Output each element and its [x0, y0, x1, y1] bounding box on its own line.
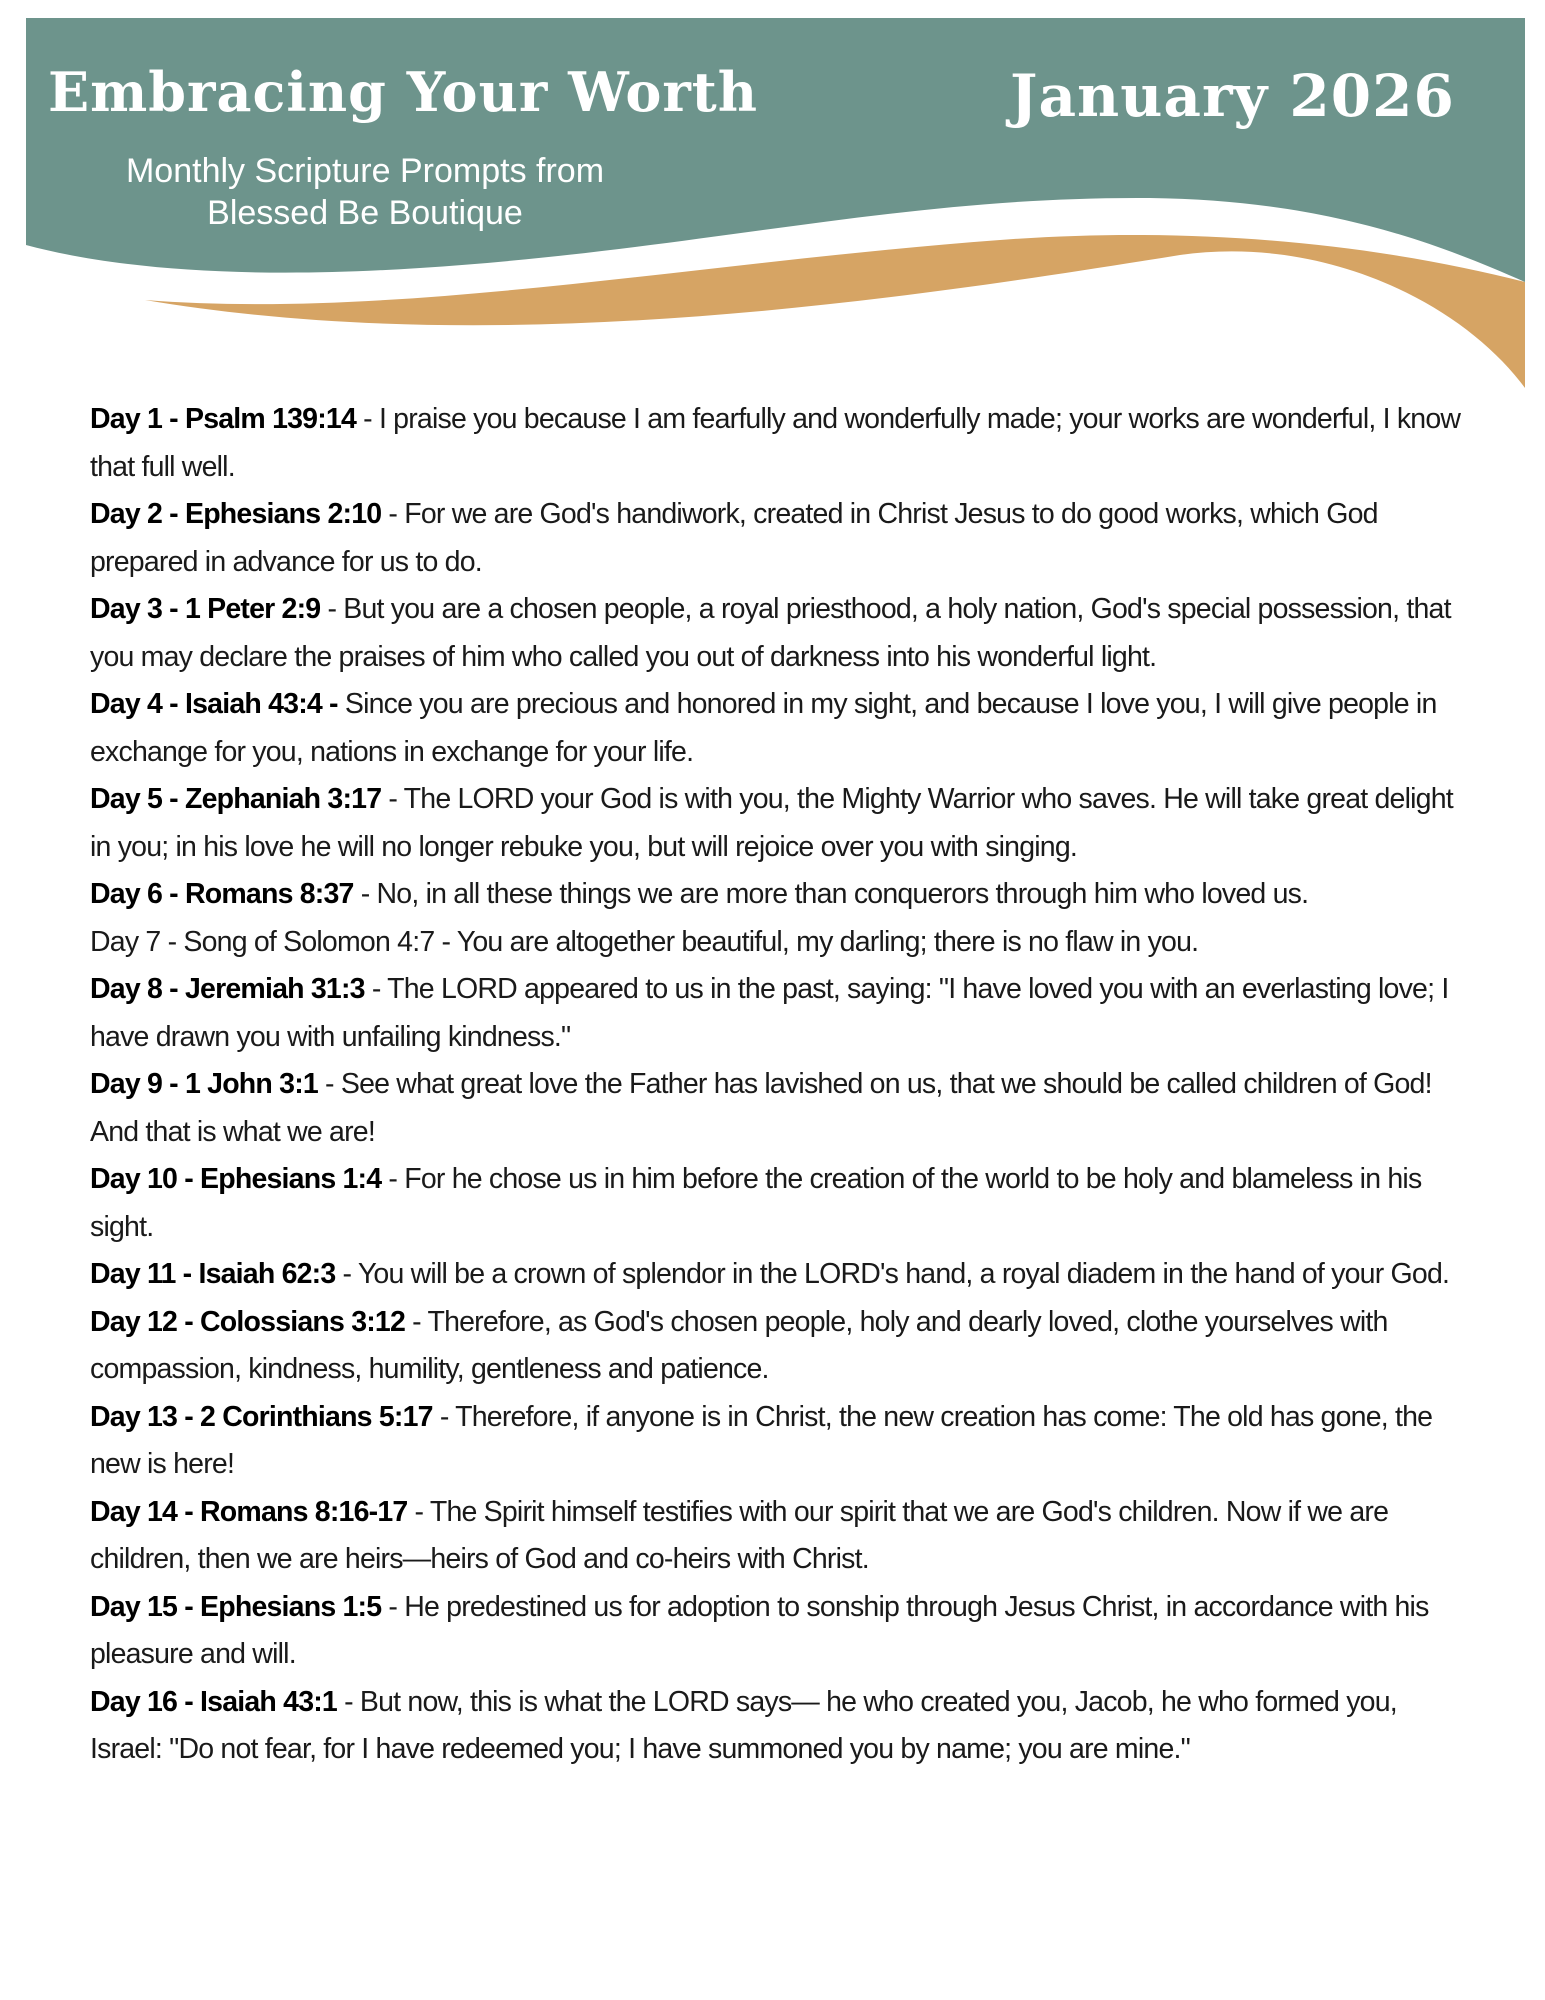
scripture-reference: Day 12 - Colossians 3:12	[90, 1305, 406, 1338]
scripture-text: - No, in all these things we are more than conquerors through him who loved us.	[353, 878, 1309, 910]
day-prompt	[90, 1251, 1470, 1299]
scripture-text: - But you are a chosen people, a royal priesthood, a holy nation, God's special possession, that you may declare the praises of him who called you out of darkness into his wonderful light.	[90, 593, 1451, 673]
day-prompt	[90, 966, 1470, 1061]
month-label: January 2026	[1010, 62, 1455, 130]
day-prompt	[90, 1156, 1470, 1251]
day-prompt	[90, 1679, 1470, 1774]
scripture-text: - He predestined us for adoption to sonship through Jesus Christ, in accordance with his pleasure and will.	[90, 1590, 1429, 1670]
scripture-reference: Day 11 - Isaiah 62:3	[90, 1258, 336, 1290]
scripture-reference: Day 6 - Romans 8:37	[90, 878, 354, 910]
scripture-text: - For we are God's handiwork, created in Christ Jesus to do good works, which God prepared in advance for us to do.	[90, 498, 1378, 578]
day-prompt	[90, 871, 1470, 919]
day-prompt	[90, 776, 1470, 871]
day-prompt	[90, 681, 1470, 776]
day-prompt	[90, 586, 1470, 681]
day-prompt	[90, 1584, 1470, 1679]
scripture-text: Since you are precious and honored in my sight, and because I love you, I will give people in exchange for you, nations in exchange for your life.	[90, 688, 1437, 768]
scripture-text: - You will be a crown of splendor in the LORD's hand, a royal diadem in the hand of your God.	[335, 1258, 1450, 1290]
day-prompt	[90, 1394, 1470, 1489]
scripture-reference: Day 4 - Isaiah 43:4 -	[90, 688, 338, 720]
day-prompt	[90, 1061, 1470, 1156]
scripture-reference: Day 9 - 1 John 3:1	[90, 1068, 318, 1100]
scripture-prompt-list	[90, 396, 1470, 1774]
day-prompt	[90, 1489, 1470, 1584]
scripture-reference: Day 2 - Ephesians 2:10	[90, 498, 382, 530]
scripture-reference: Day 13 - 2 Corinthians 5:17	[90, 1400, 433, 1433]
page-subtitle	[60, 150, 670, 234]
scripture-reference: Day 3 - 1 Peter 2:9	[90, 593, 321, 625]
scripture-reference: Day 15 - Ephesians 1:5	[90, 1590, 382, 1623]
scripture-text: - I praise you because I am fearfully and wonderfully made; your works are wonderful, I know that full well.	[90, 403, 1461, 483]
scripture-reference: Day 5 - Zephaniah 3:17	[90, 783, 382, 815]
scripture-text: - The LORD appeared to us in the past, saying: "I have loved you with an everlasting love; I have drawn you with unfailing kindness."	[90, 973, 1449, 1053]
scripture-text: - For he chose us in him before the creation of the world to be holy and blameless in his sight.	[90, 1163, 1422, 1243]
day-prompt	[90, 491, 1470, 586]
scripture-reference: Day 14 - Romans 8:16-17	[90, 1495, 408, 1528]
subtitle-line: Blessed Be Boutique	[207, 194, 523, 232]
scripture-reference: Day 16 - Isaiah 43:1	[90, 1685, 337, 1718]
day-prompt	[90, 1299, 1470, 1394]
day-prompt	[90, 396, 1470, 491]
scripture-reference: Day 10 - Ephesians 1:4	[90, 1163, 382, 1195]
day-prompt	[90, 919, 1470, 967]
scripture-text: - The LORD your God is with you, the Mighty Warrior who saves. He will take great delight in you; in his love he will no longer rebuke you, but will rejoice over you with singing.	[90, 783, 1453, 863]
scripture-text: - See what great love the Father has lavished on us, that we should be called children of God! And that is what we are!	[90, 1068, 1432, 1148]
scripture-text: - The Spirit himself testifies with our spirit that we are God's children. Now if we are children, then we are heirs—heirs of God and co-heirs with Christ.	[90, 1495, 1389, 1575]
scripture-reference: Day 8 - Jeremiah 31:3	[90, 973, 365, 1005]
scripture-text: Day 7 - Song of Solomon 4:7 - You are altogether beautiful, my darling; there is no flaw in you.	[90, 925, 1199, 958]
scripture-text: - Therefore, as God's chosen people, holy and dearly loved, clothe yourselves with compassion, kindness, humility, gentleness and patience.	[90, 1305, 1388, 1385]
page-title: Embracing Your Worth	[48, 60, 759, 124]
scripture-reference: Day 1 - Psalm 139:14	[90, 403, 357, 435]
subtitle-line: Monthly Scripture Prompts from	[125, 152, 605, 190]
scripture-text: - Therefore, if anyone is in Christ, the new creation has come: The old has gone, the new is here!	[90, 1400, 1433, 1480]
scripture-text: - But now, this is what the LORD says— he who created you, Jacob, he who formed you, Israel: "Do not fear, for I have redeemed you; I have summoned you by name; you are mine."	[90, 1685, 1397, 1765]
